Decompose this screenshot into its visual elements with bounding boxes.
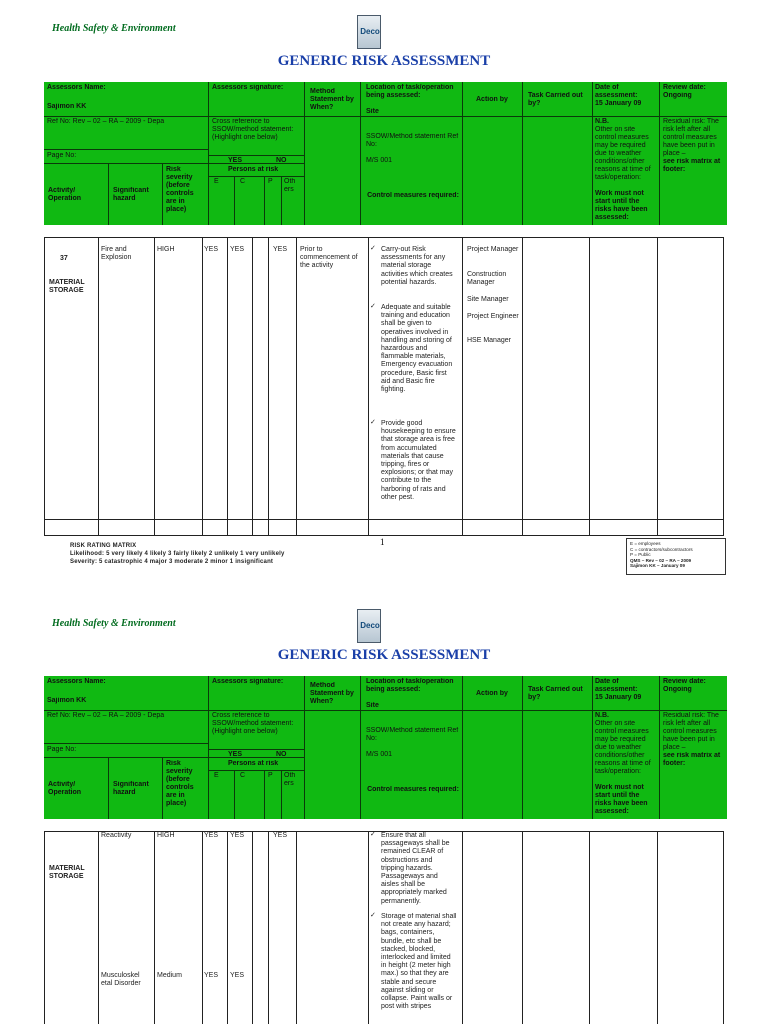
- ms-no: M/S 001: [366, 751, 393, 758]
- method-statement-label: Method Statement by When?: [310, 682, 354, 705]
- check-icon: ✓: [370, 245, 376, 252]
- ssow-ref: SSOW/Method statement Ref No:: [366, 727, 459, 742]
- p-label: P: [268, 772, 273, 779]
- action-by-item: Site Manager: [467, 296, 509, 303]
- assessors-name: Sajimon KK: [47, 697, 87, 704]
- e-label: E: [214, 772, 219, 779]
- logo-text: Deco: [360, 27, 380, 36]
- action-by-item: HSE Manager: [467, 337, 511, 344]
- action-by-item: Construction Manager: [467, 271, 507, 287]
- hazard-label: Significant hazard: [113, 781, 149, 796]
- e-value: YES: [204, 972, 219, 979]
- date-label: Date of assessment:: [595, 678, 638, 693]
- hse-label: Health Safety & Environment: [52, 618, 176, 629]
- review-label: Review date:: [663, 84, 706, 91]
- row-number: 37: [60, 255, 68, 262]
- nb-bold: Work must not start until the risks have been assessed:: [595, 190, 648, 221]
- matrix-severity: Severity: 5 catastrophic 4 major 3 moderate 2 minor 1 insignificant: [70, 559, 274, 565]
- hazard-value: Musculoskel etal Disorder: [101, 972, 141, 988]
- cross-ref: Cross reference to SSOW/method statement: (Highlight one below): [212, 118, 294, 141]
- legend-line: E = employees: [630, 541, 661, 546]
- legend-line: P = Public: [630, 552, 651, 558]
- control-measure-item: Ensure that all passageways shall be remained CLEAR of obstructions and tripping hazards. Passageways and aisles shall be appropriately marked permanently.: [381, 832, 450, 905]
- method-statement-label: Method Statement by When?: [310, 88, 354, 111]
- activity-label: Activity/ Operation: [48, 187, 82, 202]
- check-icon: ✓: [370, 303, 376, 310]
- hazard-label: Significant hazard: [113, 187, 149, 202]
- persons-at-risk-label: Persons at risk: [228, 760, 279, 767]
- control-measures-label: Control measures required:: [367, 786, 459, 793]
- p-label: P: [268, 178, 273, 185]
- nb-bold: Work must not start until the risks have been assessed:: [595, 784, 648, 815]
- others-value: YES: [273, 246, 288, 253]
- task-carried-label: Task Carried out by?: [528, 686, 583, 701]
- residual-bold: see risk matrix at footer:: [663, 158, 721, 173]
- action-by-label: Action by: [476, 690, 508, 697]
- location-label: Location of task/operation being assessed:: [366, 84, 454, 99]
- severity-value: HIGH: [157, 832, 175, 839]
- action-by-item: Project Engineer: [467, 313, 519, 320]
- location-value: Site: [366, 108, 379, 115]
- matrix-likelihood: Likelihood: 5 very likely 4 likely 3 fairly likely 2 unlikely 1 very unlikely: [70, 551, 285, 557]
- risk-severity-label: Risk severity (before controls are in place): [166, 760, 194, 807]
- control-measures-label: Control measures required:: [367, 192, 459, 199]
- residual-bold: see risk matrix at footer:: [663, 752, 721, 767]
- assessors-signature-label: Assessors signature:: [212, 84, 284, 91]
- hse-label: Health Safety & Environment: [52, 23, 176, 34]
- action-by-item: Project Manager: [467, 246, 519, 253]
- check-icon: ✓: [370, 419, 376, 426]
- no-label: NO: [276, 751, 287, 758]
- e-value: YES: [204, 246, 219, 253]
- page-no-label: Page No:: [47, 746, 77, 753]
- location-value: Site: [366, 702, 379, 709]
- yes-label: YES: [228, 751, 243, 758]
- no-label: NO: [276, 157, 287, 164]
- legend-box: [626, 538, 726, 575]
- date-value: 15 January 09: [595, 100, 642, 107]
- logo-text: Deco: [360, 621, 380, 630]
- assessors-name-label: Assessors Name:: [47, 678, 106, 685]
- assessment-header: [44, 82, 727, 225]
- assessors-name-label: Assessors Name:: [47, 84, 106, 91]
- control-measure-item: Adequate and suitable training and education shall be given to operatives involved in handling and storing of hazardous and flammable materials, Emergency evacuation procedure, Basic first aid and Basic fire fighting.: [381, 304, 453, 394]
- nb-label: N.B.: [595, 712, 609, 719]
- others-value: YES: [273, 832, 288, 839]
- cross-ref: Cross reference to SSOW/method statement: (Highlight one below): [212, 712, 294, 735]
- risk-severity-label: Risk severity (before controls are in place): [166, 166, 194, 213]
- activity-value: MATERIAL STORAGE: [49, 279, 85, 295]
- others-label: Oth ers: [284, 772, 296, 787]
- e-value: YES: [204, 832, 219, 839]
- hazard-value: Fire and Explosion: [101, 246, 132, 262]
- task-carried-label: Task Carried out by?: [528, 92, 583, 107]
- others-label: Oth ers: [284, 178, 296, 193]
- legend-line: Sajimon KK – January 09: [630, 563, 685, 569]
- nb-label: N.B.: [595, 118, 609, 125]
- check-icon: ✓: [370, 831, 376, 838]
- action-by-label: Action by: [476, 96, 508, 103]
- c-value: YES: [230, 972, 245, 979]
- control-measure-item: Storage of material shall not create any hazard; bags, containers, bundle, etc shall be stacked, blocked, interlocked and limited in height (2 meter high max.) so that they are stable and secure against sliding or collapse. Paint walls or post with stripes: [381, 913, 457, 1011]
- control-measure-item: Provide good housekeeping to ensure that storage area is free from accumulated materials that cause tripping, fires or explosions; or that may contribute to the harboring of rats and other pest.: [381, 420, 456, 501]
- residual-text: Residual risk: The risk left after all control measures have been put in place –: [663, 712, 719, 751]
- legend-line: QMS – Rev – 02 – RA – 2009: [630, 557, 692, 563]
- check-icon: ✓: [370, 912, 376, 919]
- c-value: YES: [230, 246, 245, 253]
- yes-label: YES: [228, 157, 243, 164]
- risk-rating-matrix: [70, 542, 285, 566]
- company-logo: [357, 609, 381, 643]
- e-label: E: [214, 178, 219, 185]
- c-label: C: [240, 772, 246, 779]
- location-label: Location of task/operation being assessed:: [366, 678, 454, 693]
- activity-value: MATERIAL STORAGE: [49, 865, 85, 881]
- persons-at-risk-label: Persons at risk: [228, 166, 279, 173]
- review-value: Ongoing: [663, 92, 692, 99]
- residual-text: Residual risk: The risk left after all control measures have been put in place –: [663, 118, 719, 157]
- c-label: C: [240, 178, 246, 185]
- company-logo: [357, 15, 381, 49]
- page-title: GENERIC RISK ASSESSMENT: [277, 53, 491, 69]
- activity-label: Activity/ Operation: [48, 781, 82, 796]
- ref-no: Ref No: Rev – 02 – RA – 2009 - Depa: [47, 712, 165, 719]
- page-no-label: Page No:: [47, 152, 77, 159]
- severity-value: Medium: [157, 972, 182, 979]
- hazard-value: Reactivity: [101, 832, 132, 839]
- review-value: Ongoing: [663, 686, 692, 693]
- ms-no: M/S 001: [366, 157, 393, 164]
- legend-line: C = contractors/subcontractors: [630, 546, 693, 552]
- assessors-name: Sajimon KK: [47, 103, 87, 110]
- severity-value: HIGH: [157, 246, 175, 253]
- control-measure-item: Carry-out Risk assessments for any material storage activities which creates potential hazards.: [381, 246, 453, 286]
- page-number: 1: [380, 537, 385, 547]
- date-label: Date of assessment:: [595, 84, 638, 99]
- ssow-ref: SSOW/Method statement Ref No:: [366, 133, 459, 148]
- nb-text: Other on site control measures may be required due to weather conditions/other reasons at time of task/operation:: [595, 720, 651, 775]
- assessment-header: [44, 676, 727, 819]
- nb-text: Other on site control measures may be required due to weather conditions/other reasons at time of task/operation:: [595, 126, 651, 181]
- method-when-value: Prior to commencement of the activity: [300, 246, 358, 270]
- assessors-signature-label: Assessors signature:: [212, 678, 284, 685]
- ref-no: Ref No: Rev – 02 – RA – 2009 - Depa: [47, 118, 165, 125]
- date-value: 15 January 09: [595, 694, 642, 701]
- matrix-title: RISK RATING MATRIX: [70, 543, 137, 549]
- c-value: YES: [230, 832, 245, 839]
- review-label: Review date:: [663, 678, 706, 685]
- page-title: GENERIC RISK ASSESSMENT: [277, 647, 491, 663]
